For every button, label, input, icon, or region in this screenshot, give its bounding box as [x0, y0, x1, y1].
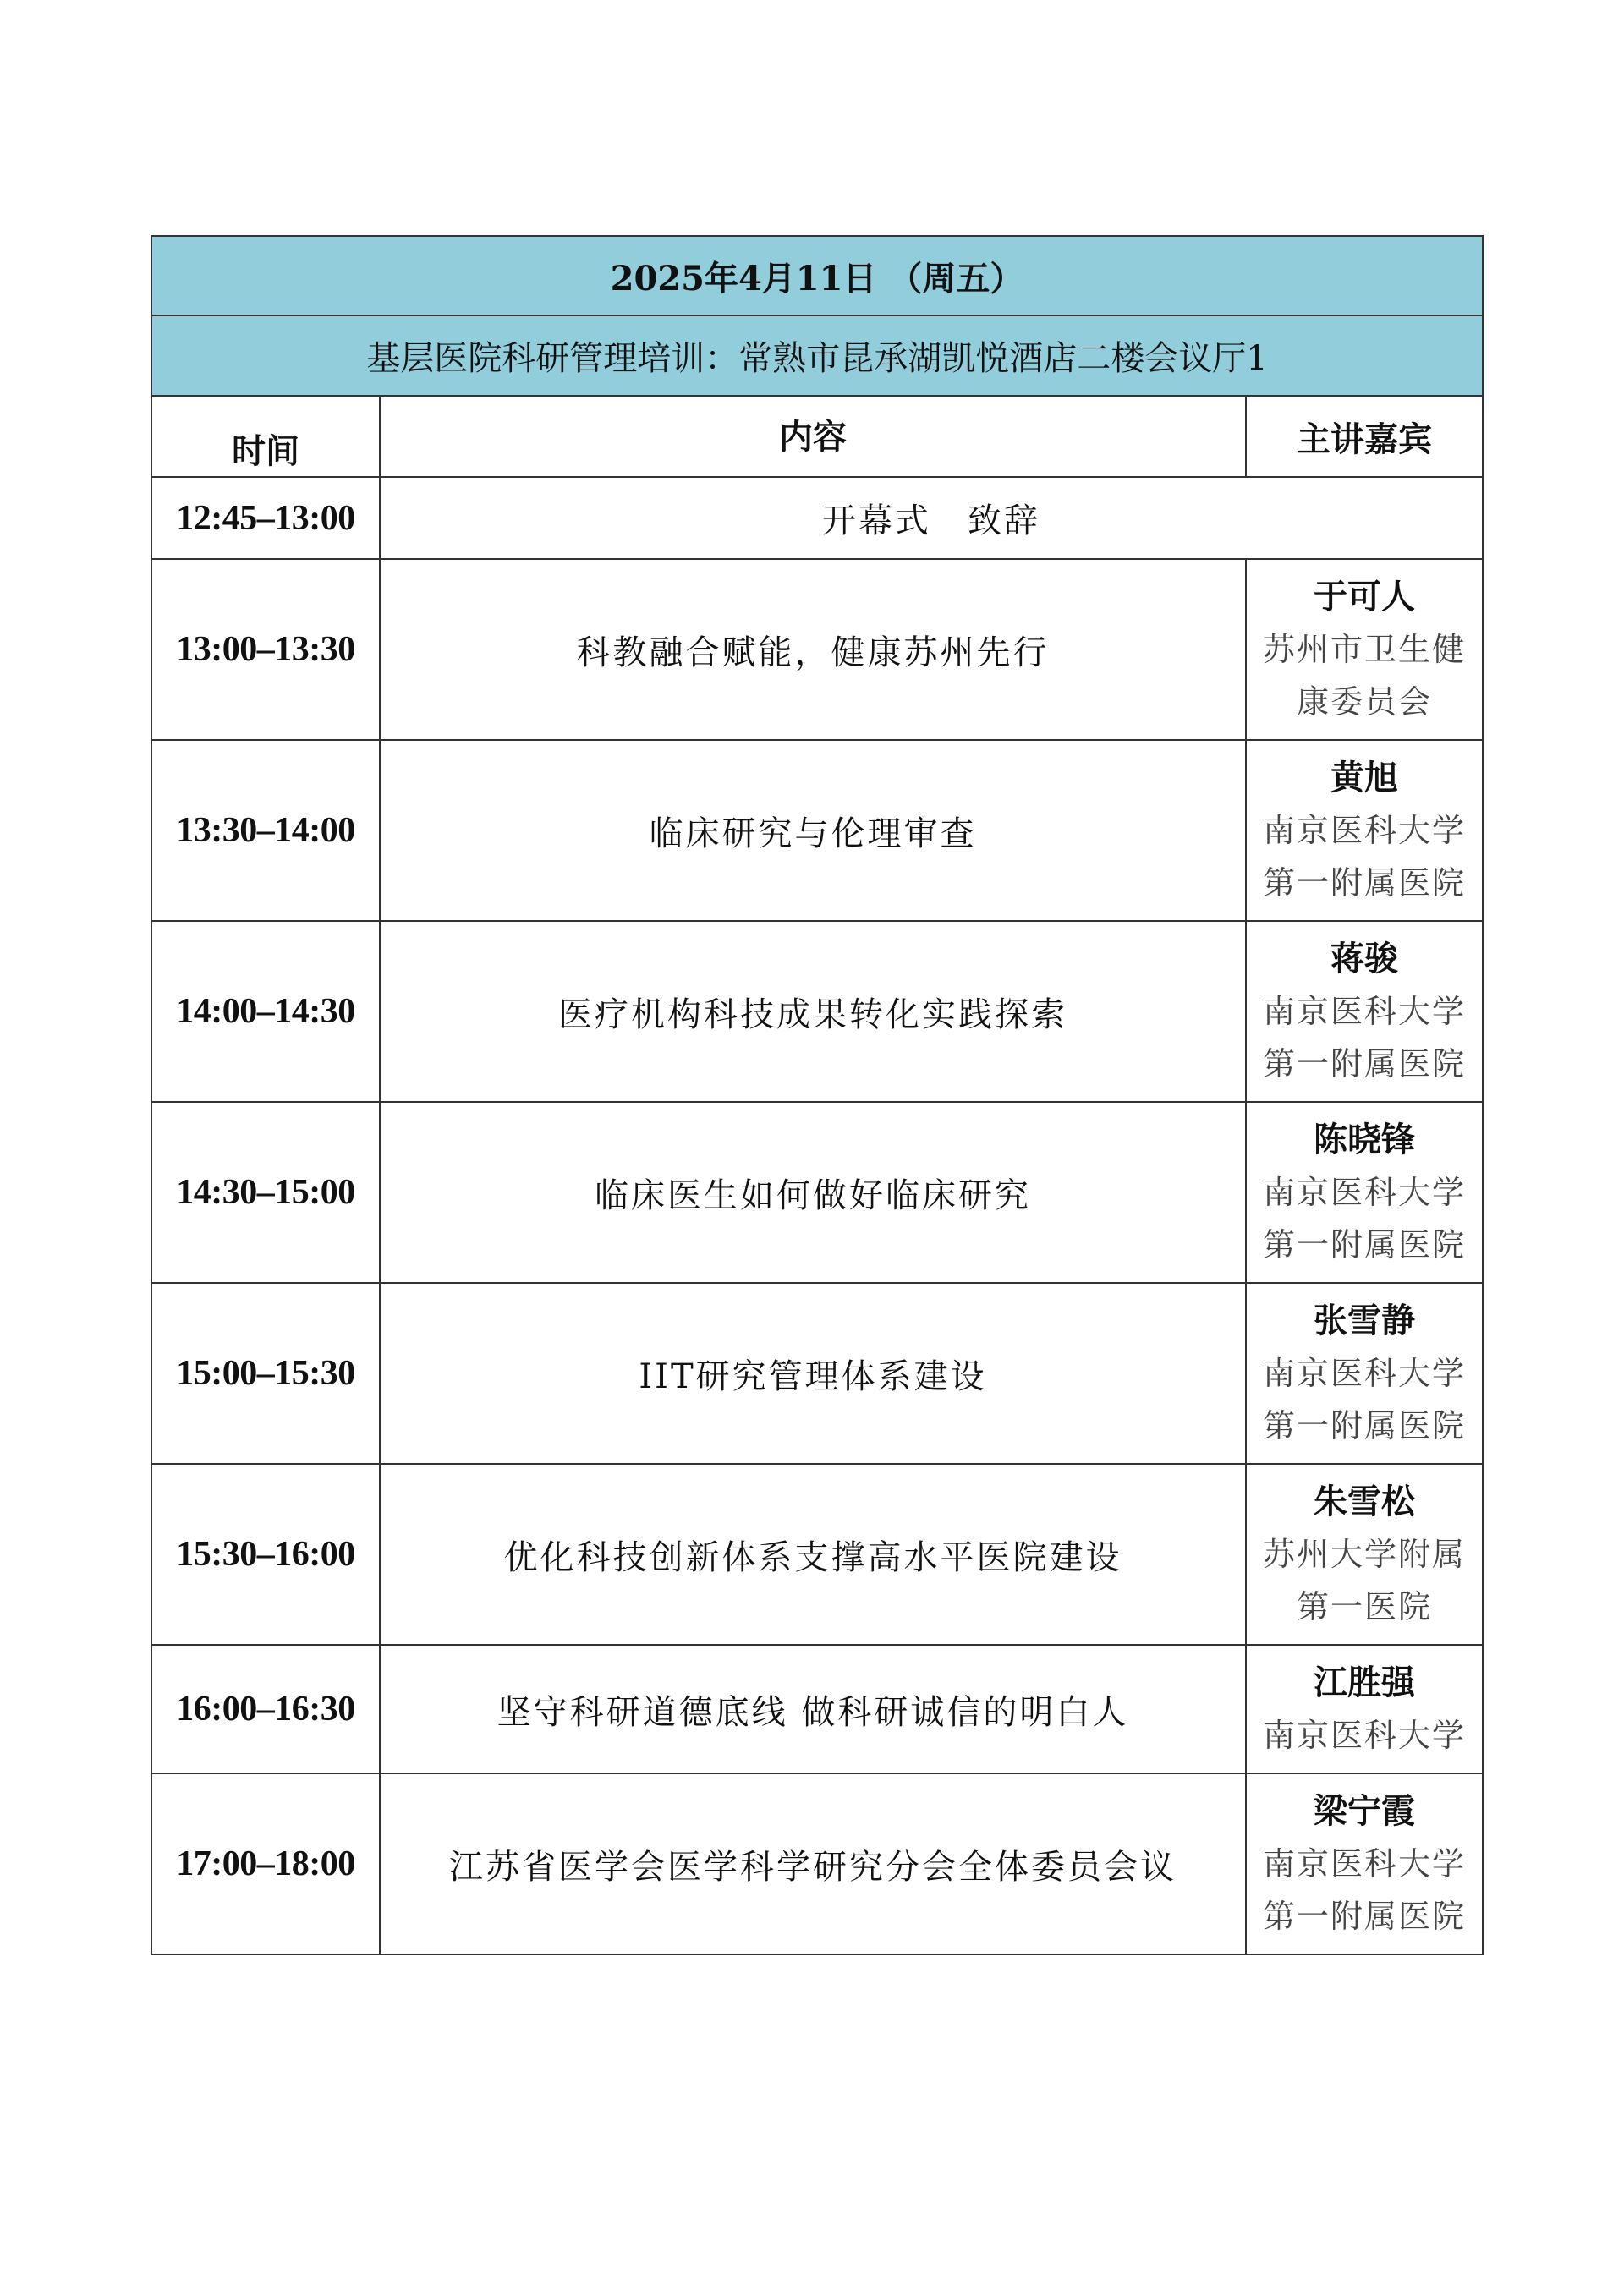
- speaker-org-line1: 苏州大学附属: [1263, 1536, 1467, 1573]
- session-row: [151, 559, 1483, 740]
- speaker-org-line1: 南京医科大学: [1263, 1845, 1467, 1882]
- speaker-org-line1: 苏州市卫生健: [1263, 631, 1467, 668]
- speaker-org-line2: 第一附属医院: [1263, 1226, 1467, 1263]
- session-speaker-cell: [1246, 921, 1483, 1102]
- session-content: 优化科技创新体系支撑高水平医院建设: [380, 1464, 1246, 1645]
- schedule-table: [151, 235, 1484, 1955]
- speaker-org-line1: 南京医科大学: [1263, 812, 1467, 849]
- speaker-org-line2: 康委员会: [1297, 683, 1433, 721]
- session-time: 13:00–13:30: [151, 559, 380, 740]
- session-content: 临床医生如何做好临床研究: [380, 1102, 1246, 1283]
- session-content: 科教融合赋能，健康苏州先行: [380, 559, 1246, 740]
- speaker-name: 梁宁霞: [1314, 1791, 1415, 1831]
- session-time: 15:00–15:30: [151, 1283, 380, 1464]
- session-time: 17:00–18:00: [151, 1773, 380, 1954]
- session-speaker-cell: [1246, 559, 1483, 740]
- opening-row: [151, 477, 1483, 559]
- session-speaker-cell: [1246, 1773, 1483, 1954]
- speaker-name: 于可人: [1314, 577, 1415, 616]
- speaker-org-line1: 南京医科大学: [1263, 993, 1467, 1030]
- header-speaker: 主讲嘉宾: [1246, 396, 1483, 477]
- speaker-org-line2: 第一附属医院: [1263, 864, 1467, 901]
- venue-row: [151, 315, 1483, 396]
- session-speaker-cell: [1246, 1102, 1483, 1283]
- session-row: [151, 740, 1483, 921]
- session-row: [151, 921, 1483, 1102]
- session-row: [151, 1773, 1483, 1954]
- header-row: [151, 396, 1483, 477]
- speaker-org-line2: 第一附属医院: [1263, 1045, 1467, 1082]
- opening-time: 12:45–13:00: [151, 477, 380, 559]
- speaker-org-line2: 第一附属医院: [1263, 1898, 1467, 1935]
- session-time: 14:00–14:30: [151, 921, 380, 1102]
- speaker-name: 陈晓锋: [1314, 1120, 1415, 1159]
- session-time: 13:30–14:00: [151, 740, 380, 921]
- opening-content: 开幕式 致辞: [380, 477, 1483, 559]
- speaker-name: 蒋骏: [1330, 939, 1398, 978]
- venue-title: 基层医院科研管理培训：常熟市昆承湖凯悦酒店二楼会议厅1: [151, 315, 1483, 396]
- session-row: [151, 1283, 1483, 1464]
- session-time: 15:30–16:00: [151, 1464, 380, 1645]
- speaker-name: 黄旭: [1330, 758, 1398, 797]
- session-content: 坚守科研道德底线 做科研诚信的明白人: [380, 1645, 1246, 1773]
- speaker-org-line1: 南京医科大学: [1263, 1174, 1467, 1211]
- speaker-org-line2: 第一附属医院: [1263, 1407, 1467, 1444]
- title-row: [151, 236, 1483, 315]
- session-time: 14:30–15:00: [151, 1102, 380, 1283]
- speaker-name: 朱雪松: [1314, 1482, 1415, 1521]
- header-time: 时间: [151, 396, 380, 477]
- session-content: 江苏省医学会医学科学研究分会全体委员会议: [380, 1773, 1246, 1954]
- speaker-org-line1: 南京医科大学: [1263, 1355, 1467, 1392]
- speaker-name: 江胜强: [1314, 1663, 1415, 1702]
- session-content: IIT研究管理体系建设: [380, 1283, 1246, 1464]
- session-speaker-cell: [1246, 1283, 1483, 1464]
- speaker-name: 张雪静: [1314, 1301, 1415, 1340]
- header-content: 内容: [380, 396, 1246, 477]
- schedule-date-title: 2025年4月11日 （周五）: [151, 236, 1483, 315]
- session-speaker-cell: [1246, 740, 1483, 921]
- speaker-org-line2: 第一医院: [1297, 1588, 1433, 1625]
- session-speaker-cell: [1246, 1464, 1483, 1645]
- session-row: [151, 1102, 1483, 1283]
- session-row: [151, 1464, 1483, 1645]
- session-content: 临床研究与伦理审查: [380, 740, 1246, 921]
- session-row: [151, 1645, 1483, 1773]
- speaker-org-line1: 南京医科大学: [1263, 1717, 1467, 1754]
- session-time: 16:00–16:30: [151, 1645, 380, 1773]
- session-speaker-cell: [1246, 1645, 1483, 1773]
- session-content: 医疗机构科技成果转化实践探索: [380, 921, 1246, 1102]
